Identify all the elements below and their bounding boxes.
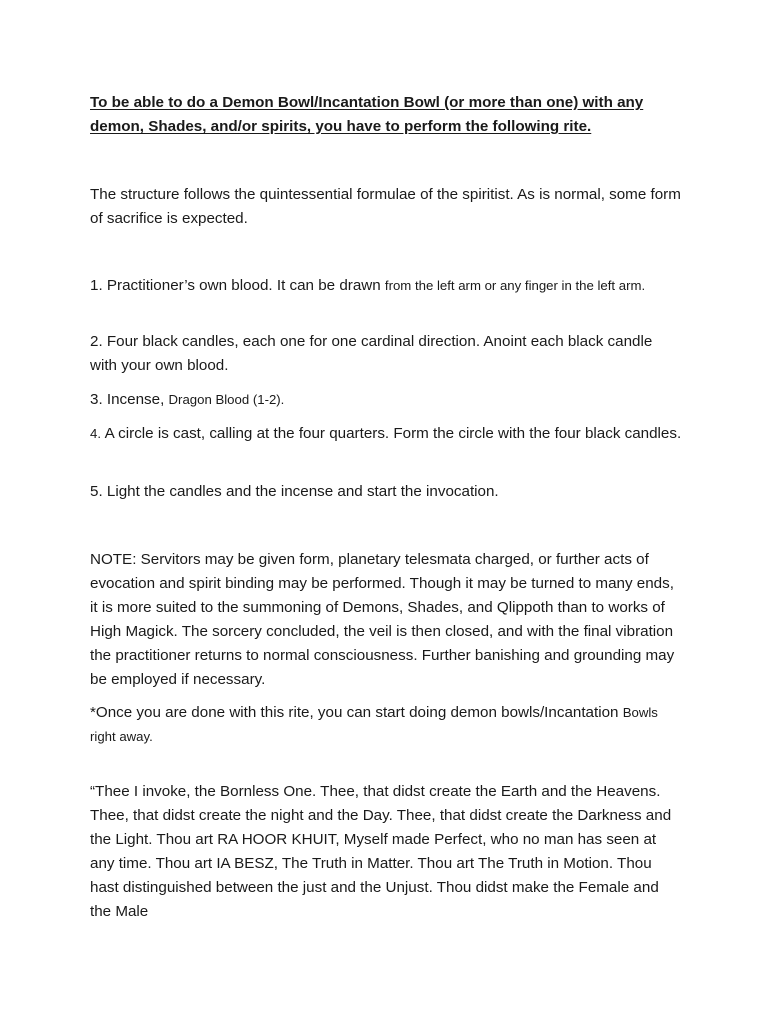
list-item	[90, 480, 682, 504]
list-item-text: 3. Incense,	[90, 391, 169, 408]
after-note-small-text: Bowls right away.	[90, 705, 658, 744]
intro-paragraph: The structure follows the quintessential formulae of the spiritist. As is normal, some form of sacrifice is expected.	[90, 186, 681, 227]
list-item-number: 4.	[90, 426, 105, 441]
after-note-paragraph	[90, 701, 682, 749]
list-item	[90, 422, 682, 446]
list-item	[90, 274, 682, 298]
list-item	[90, 388, 682, 412]
list-item-text: 5. Light the candles and the incense and start the invocation.	[90, 483, 499, 500]
list-item-small-text: Dragon Blood (1-2).	[168, 392, 285, 407]
list-item	[90, 330, 682, 378]
list-item-small-text: from the left arm or any finger in the left arm.	[384, 278, 646, 293]
note-paragraph: NOTE: Servitors may be given form, planetary telesmata charged, or further acts of evocation and spirit binding may be performed. Though it may be turned to many ends, it is more suited to the summoning of Demons, Shades, and Qlippoth than to works of High Magick. The sorcery concluded, the veil is then closed, and with the final vibration the practitioner returns to normal consciousness. Further banishing and grounding may be employed if necessary.	[90, 551, 675, 688]
after-note-text: *Once you are done with this rite, you can start doing demon bowls/Incantation	[90, 704, 623, 721]
invocation-paragraph: “Thee I invoke, the Bornless One. Thee, that didst create the Earth and the Heavens. Thee, that didst create the night and the Day. Thee, that didst create the Darkness and the Light. Thou art RA HOOR KHUIT, Myself made Perfect, who no man has seen at any time. Thou art IA BESZ, The Truth in Matter. Thou art The Truth in Motion. Thou hast distinguished between the just and the Unjust. Thou didst make the Female and the Male	[90, 783, 672, 920]
list-item-text: 2. Four black candles, each one for one cardinal direction. Anoint each black candle with your own blood.	[90, 333, 653, 374]
list-item-text: A circle is cast, calling at the four quarters. Form the circle with the four black candles.	[104, 425, 682, 442]
list-item-text: 1. Practitioner’s own blood. It can be drawn	[90, 277, 385, 294]
document-heading: To be able to do a Demon Bowl/Incantation Bowl (or more than one) with any demon, Shades, and/or spirits, you have to perform the following rite.	[90, 94, 644, 135]
